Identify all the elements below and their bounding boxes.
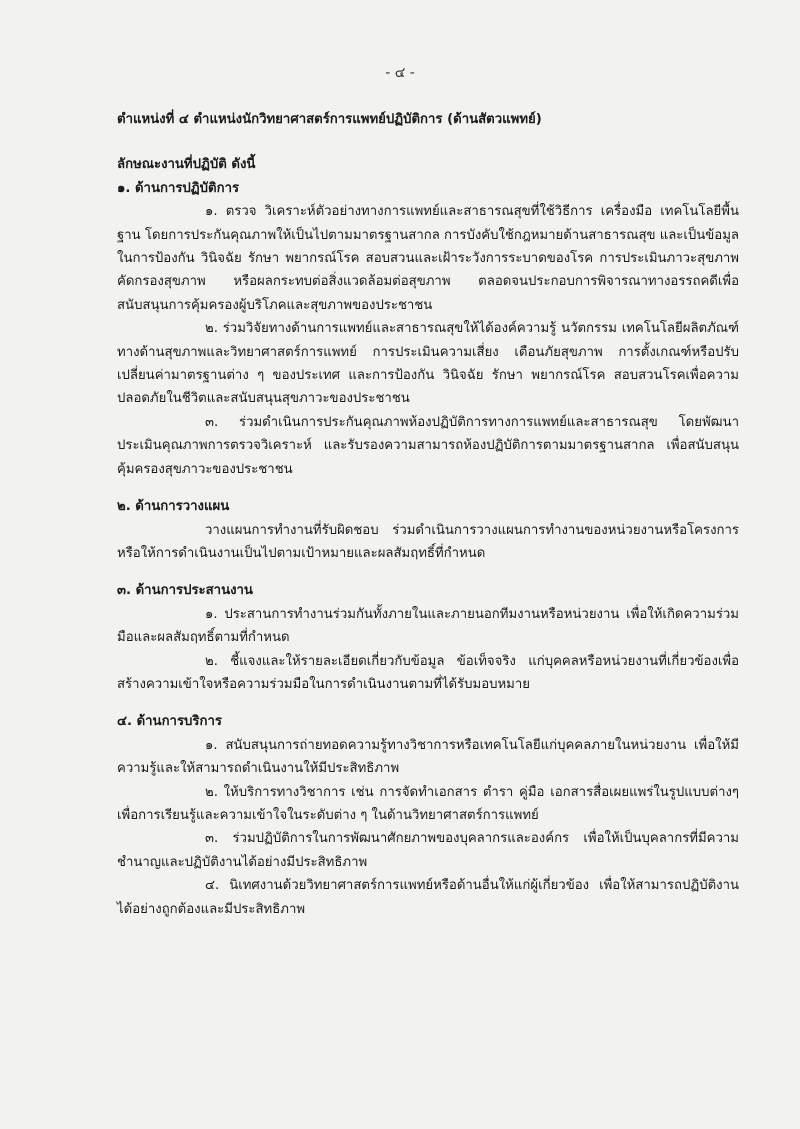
service-item-1: ๑. สนับสนุนการถ่ายทอดความรู้ทางวิชาการหรือเทคโนโลยีแก่บุคคลภายในหน่วยงาน เพื่อให้มีความรู้และให้สามารถดำเนินงานให้มีประสิทธิภาพ	[117, 737, 739, 777]
planning-item-1: วางแผนการทำงานที่รับผิดชอบ ร่วมดำเนินการวางแผนการทำงานของหน่วยงานหรือโครงการหรือให้การดำเนินงานเป็นไปตามเป้าหมายและผลสัมฤทธิ์ที่กำหนด	[117, 522, 739, 561]
service-item-3: ๓. ร่วมปฏิบัติการในการพัฒนาศักยภาพของบุคลากรและองค์กร เพื่อให้เป็นบุคลากรที่มีความชำนาญและปฏิบัติงานได้อย่างมีประสิทธิภาพ	[117, 831, 739, 870]
section-heading-operations: ๑. ด้านการปฏิบัติการ	[117, 180, 240, 196]
operations-item-3: ๓. ร่วมดำเนินการประกันคุณภาพห้องปฏิบัติการทางการแพทย์และสาธารณสุข โดยพัฒนาประเมินคุณภาพการตรวจวิเคราะห์ และรับรองความสามารถห้องปฏิบัติการตามมาตรฐานสากล เพื่อสนับสนุนคุ้มครองสุขภาวะของประชาชน	[117, 414, 739, 477]
operations-item-2: ๒. ร่วมวิจัยทางด้านการแพทย์และสาธารณสุขให้ได้องค์ความรู้ นวัตกรรม เทคโนโลยีผลิตภัณฑ์ทางด้านสุขภาพและวิทยาศาสตร์การแพทย์ การประเมินความเสี่ยง เตือนภัยสุขภาพ การตั้งเกณฑ์หรือปรับเปลี่ยนค่ามาตรฐานต่าง ๆ ของประเทศ และการป้องกัน วินิจฉัย รักษา พยากรณ์โรค สอบสวนโรคเพื่อความปลอดภัยในชีวิตและสนับสนุนสุขภาวะของประชาชน	[117, 321, 739, 407]
service-item-2: ๒. ให้บริการทางวิชาการ เช่น การจัดทำเอกสาร ตำรา คู่มือ เอกสารสื่อเผยแพร่ในรูปแบบต่างๆ เพื่อการเรียนรู้และความเข้าใจในระดับต่าง ๆ ในด้านวิทยาศาสตร์การแพทย์	[117, 784, 739, 823]
section-heading-service: ๔. ด้านการบริการ	[117, 714, 222, 730]
page-number: - ๔ -	[385, 65, 415, 81]
duties-intro: ลักษณะงานที่ปฏิบัติ ดังนี้	[117, 157, 256, 173]
operations-item-1: ๑. ตรวจ วิเคราะห์ตัวอย่างทางการแพทย์และสาธารณสุขที่ใช้วิธีการ เครื่องมือ เทคโนโลยีพื้นฐาน โดยการประกันคุณภาพให้เป็นไปตามมาตรฐานสากล การบังคับใช้กฎหมายด้านสาธารณสุข และเป็นข้อมูลในการป้องกัน วินิจฉัย รักษา พยากรณ์โรค สอบสวนและเฝ้าระวังการระบาดของโรค การประเมินภาวะสุขภาพ คัดกรองสุขภาพ หรือผลกระทบต่อสิ่งแวดล้อมต่อสุขภาพ ตลอดจนประกอบการพิจารณาทางอรรถคดีเพื่อสนับสนุนการคุ้มครองผู้บริโภคและสุขภาพของประชาชน	[117, 204, 739, 313]
section-heading-coordination: ๓. ด้านการประสานงาน	[117, 583, 253, 599]
section-heading-planning: ๒. ด้านการวางแผน	[117, 499, 230, 515]
service-item-4: ๔. นิเทศงานด้วยวิทยาศาสตร์การแพทย์หรือด้านอื่นให้แก่ผู้เกี่ยวข้อง เพื่อให้สามารถปฏิบัติงานได้อย่างถูกต้องและมีประสิทธิภาพ	[117, 878, 739, 917]
position-title: ตำแหน่งที่ ๔ ตำแหน่งนักวิทยาศาสตร์การแพทย์ปฏิบัติการ (ด้านสัตวแพทย์)	[117, 112, 542, 127]
coordination-item-2: ๒. ชี้แจงและให้รายละเอียดเกี่ยวกับข้อมูล ข้อเท็จจริง แก่บุคคลหรือหน่วยงานที่เกี่ยวข้องเพื่อสร้างความเข้าใจหรือความร่วมมือในการดำเนินงานตามที่ได้รับมอบหมาย	[117, 653, 739, 692]
coordination-item-1: ๑. ประสานการทำงานร่วมกันทั้งภายในและภายนอกทีมงานหรือหน่วยงาน เพื่อให้เกิดความร่วมมือและผลสัมฤทธิ์ตามที่กำหนด	[117, 606, 739, 646]
document-body	[117, 108, 739, 921]
